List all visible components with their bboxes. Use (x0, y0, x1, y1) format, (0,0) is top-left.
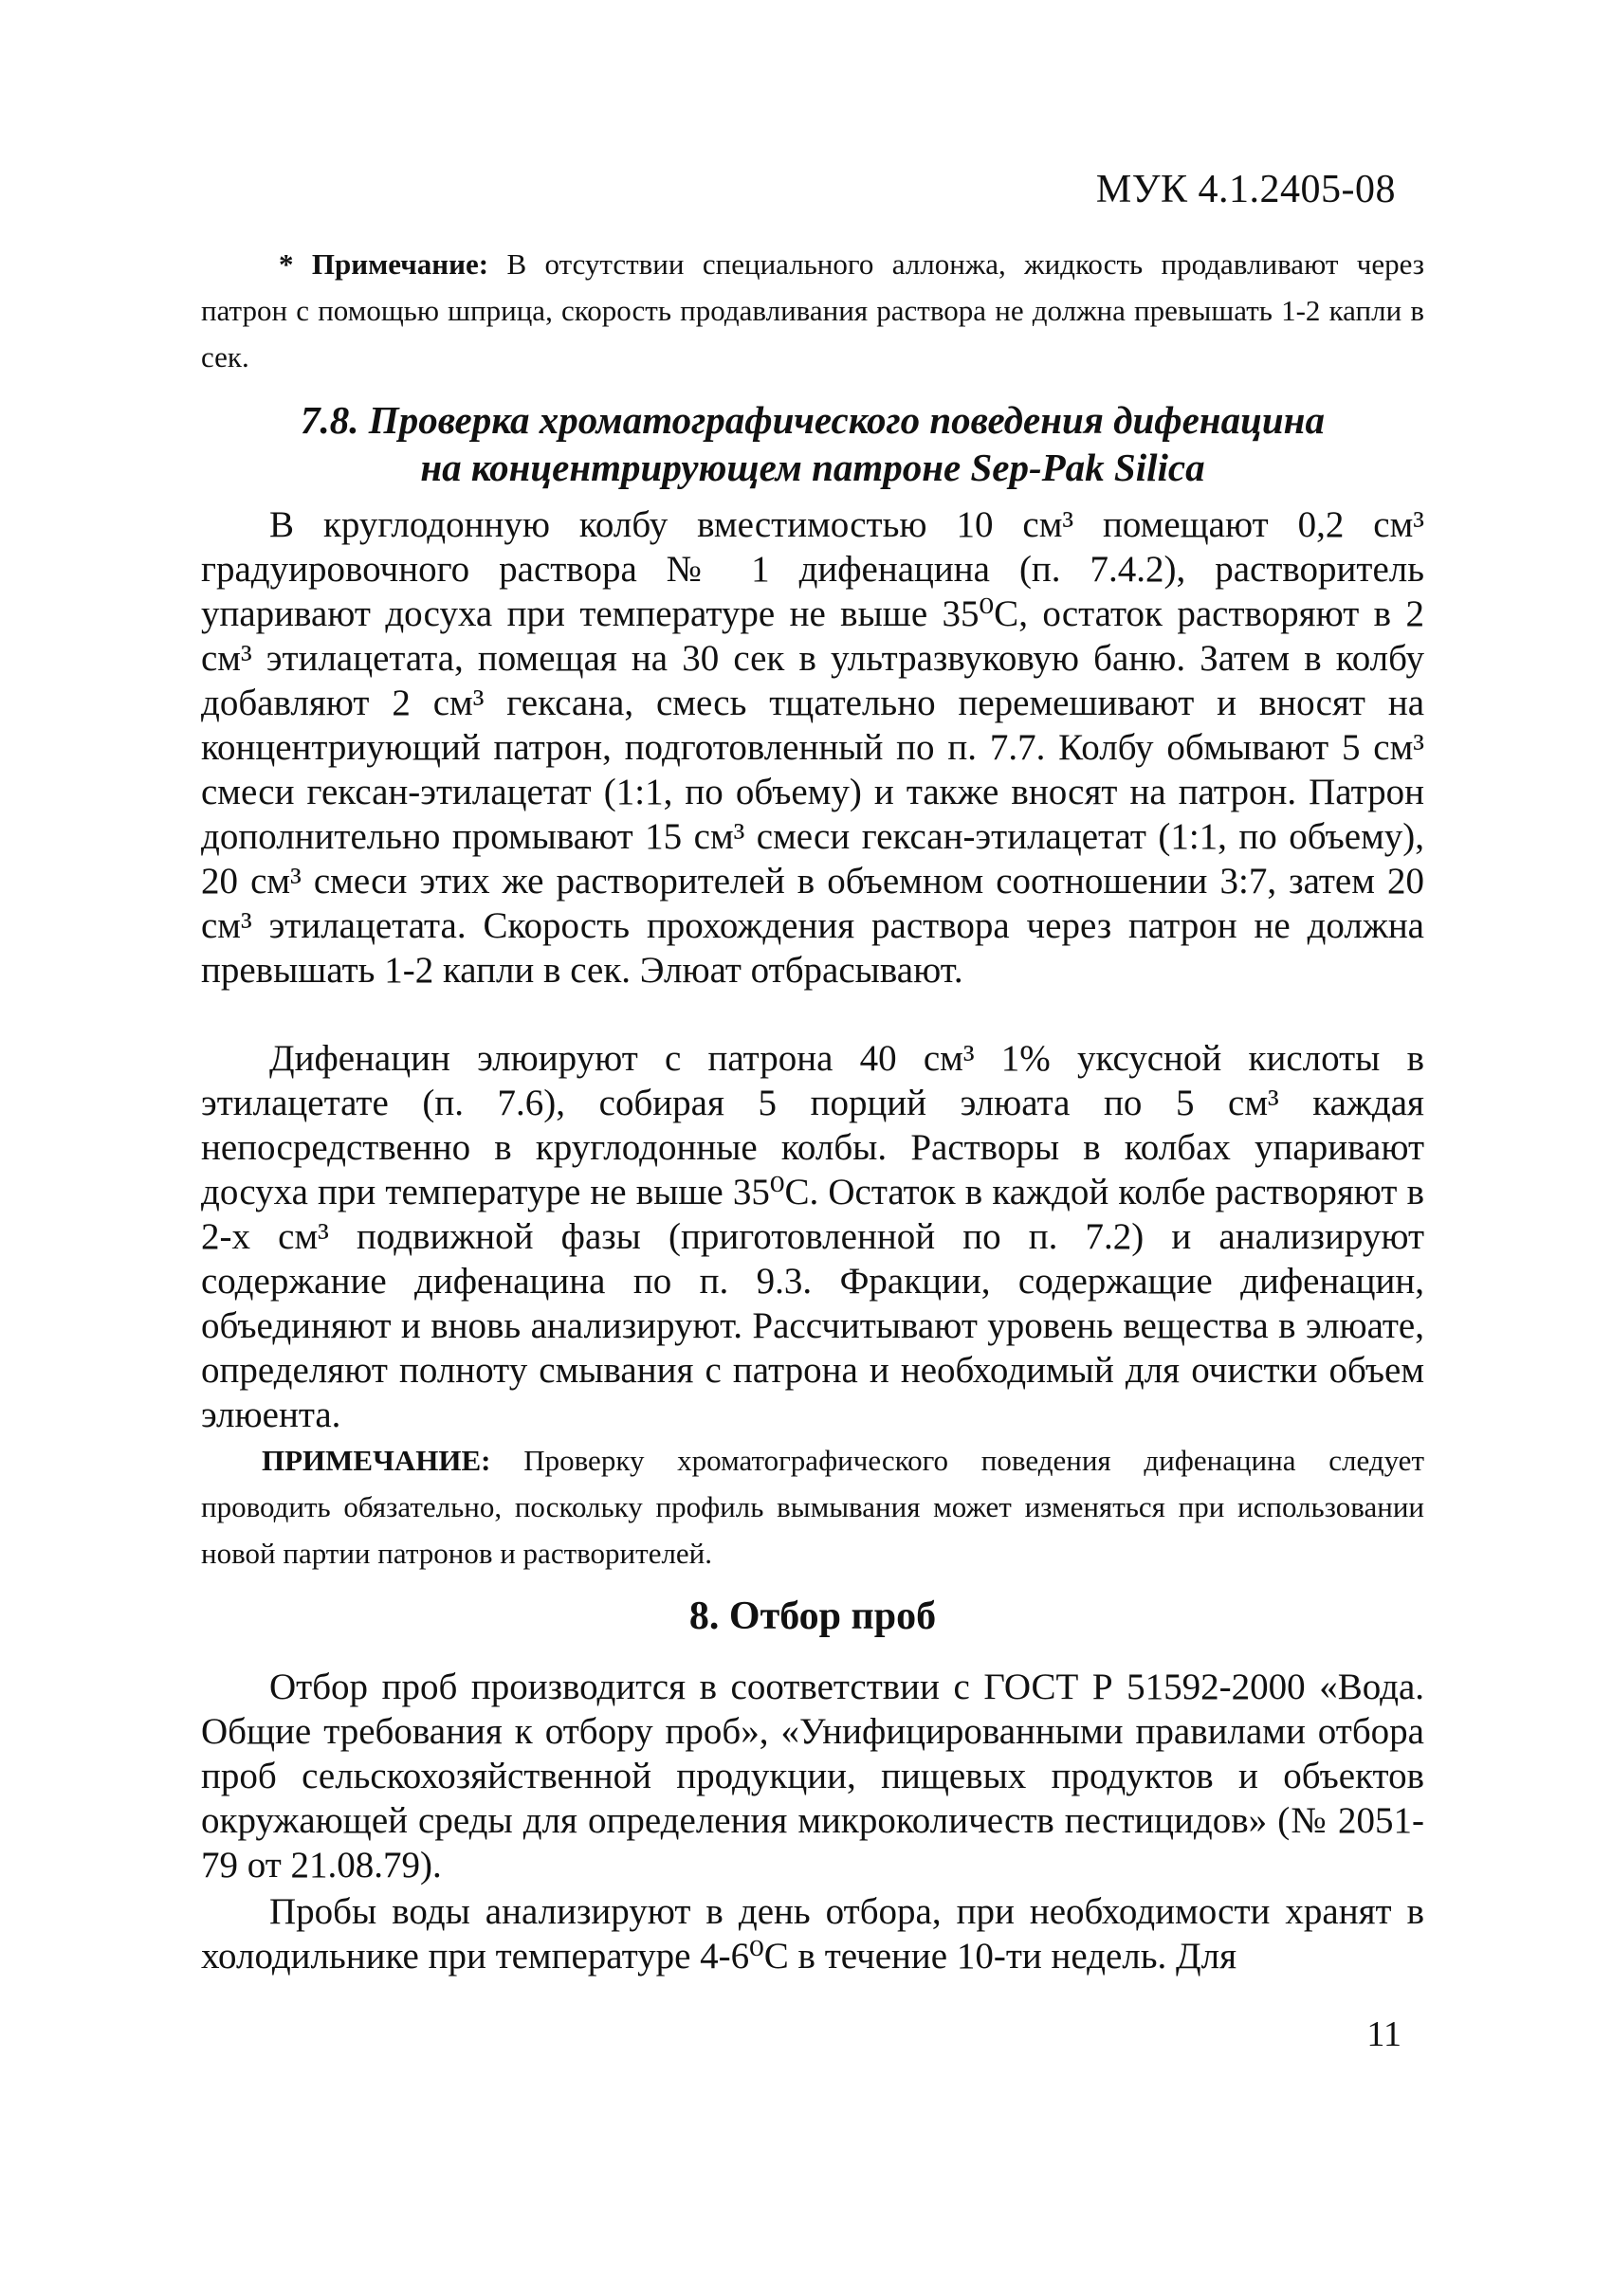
section-7-8-title-line2: на концентрирующем патроне Sep-Pak Silica (420, 446, 1205, 489)
note-top (201, 241, 1424, 380)
note-top-text: В отсутствии специального аллонжа, жидкость продавливают через патрон с помощью шприца, скорость продавливания раствора не должна превышать 1-2 капли в сек. (201, 247, 1425, 374)
note-top-label: * Примечание: (279, 247, 489, 281)
section-7-8-paragraph-1: В круглодонную колбу вместимостью 10 см³ помещают 0,2 см³ градуировочного раствора № 1 дифенацина (п. 7.4.2), растворитель упаривают досуха при температуре не выше 35⁰С, остаток растворяют в 2 см³ этилацетата, помещая на 30 сек в ультразвуковую баню. Затем в колбу добавляют 2 см³ гексана, смесь тщательно перемешивают и вносят на концентриующий патрон, подготовленный по п. 7.7. Колбу обмывают 5 см³ смеси гексан-этилацетат (1:1, по объему) и также вносят на патрон. Патрон дополнительно промывают 15 см³ смеси гексан-этилацетат (1:1, по объему), 20 см³ смеси этих же растворителей в объемном соотношении 3:7, затем 20 см³ этилацетата. Скорость прохождения раствора через патрон не должна превышать 1-2 капли в сек. Элюат отбрасывают. (201, 504, 1424, 991)
page-number: 11 (1366, 2014, 1401, 2054)
note-bottom-label: ПРИМЕЧАНИЕ: (262, 1444, 491, 1477)
section-8-title: 8. Отбор проб (688, 1594, 937, 1638)
section-7-8-paragraph-2: Дифенацин элюируют с патрона 40 см³ 1% уксусной кислоты в этилацетате (п. 7.6), собирая 5 порций элюата по 5 см³ каждая непосредственно в круглодонные колбы. Растворы в колбах упаривают досуха при температуре не выше 35⁰С. Остаток в каждой колбе растворяют в 2-х см³ подвижной фазы (приготовленной по п. 7.2) и анализируют содержание дифенацина по п. 9.3. Фракции, содержащие дифенацин, объединяют и вновь анализируют. Рассчитывают уровень вещества в элюате, определяют полноту смывания с патрона и необходимый для очистки объем элюента. (201, 1038, 1424, 1435)
section-7-8-title-line1: 7.8. Проверка хроматографического поведения дифенацина (301, 398, 1325, 442)
note-bottom-text: Проверку хроматографического поведения дифенацина следует проводить обязательно, поскольку профиль вымывания может изменяться при использовании новой партии патронов и растворителей. (201, 1444, 1424, 1570)
section-7-8-title (201, 396, 1424, 491)
document-code: МУК 4.1.2405-08 (1095, 168, 1396, 211)
section-8-paragraph-1: Отбор проб производится в соответствии с ГОСТ Р 51592-2000 «Вода. Общие требования к отбору проб», «Унифицированными правилами отбора проб сельскохозяйственной продукции, пищевых продуктов и объектов окружающей среды для определения микроколичеств пестицидов» (№ 2051-79 от 21.08.79). (201, 1667, 1424, 1886)
section-8-paragraph-2: Пробы воды анализируют в день отбора, при необходимости хранят в холодильнике при температуре 4-6⁰С в течение 10-ти недель. Для (201, 1891, 1424, 1977)
note-bottom (201, 1437, 1424, 1576)
